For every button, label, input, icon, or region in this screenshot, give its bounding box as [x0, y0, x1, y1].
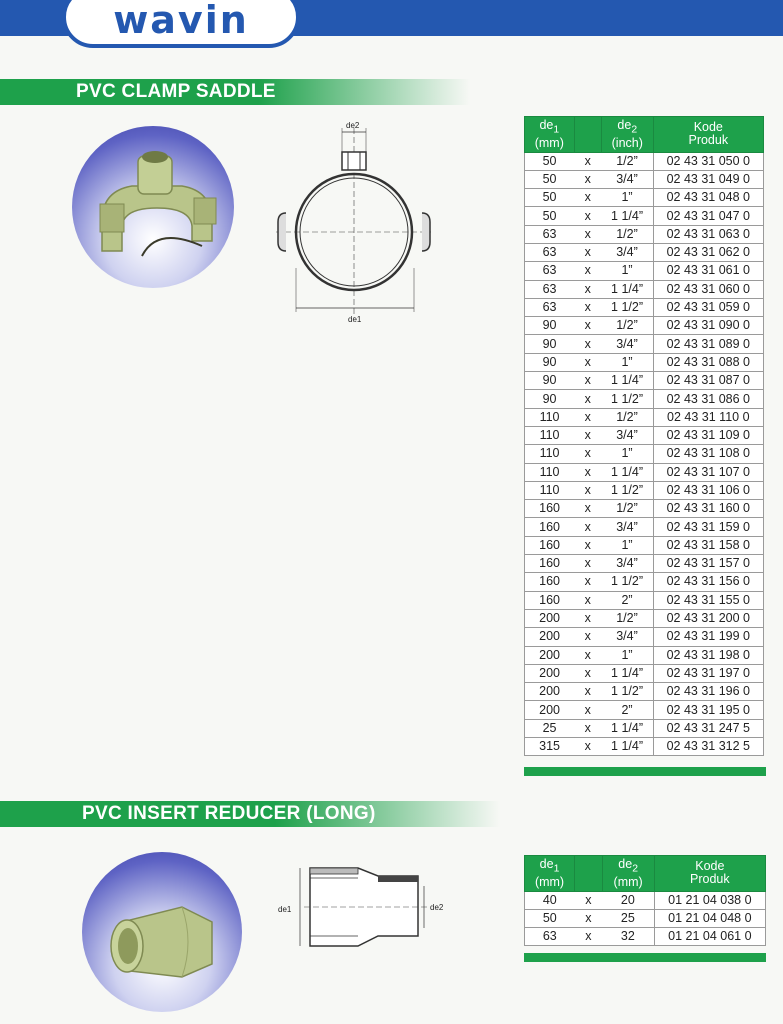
section2-end-line	[524, 953, 766, 962]
header-de1-unit: (mm)	[534, 874, 565, 889]
cell-de1: 160	[525, 518, 575, 536]
cell-x: x	[574, 628, 601, 646]
cell-de2: 1 1/4”	[601, 463, 653, 481]
cell-de1: 315	[525, 738, 575, 756]
cell-de2: 1”	[601, 353, 653, 371]
header-code-line2: Produk	[688, 133, 729, 148]
cell-de2: 25	[602, 909, 654, 927]
cell-x: x	[574, 573, 601, 591]
cell-code: 01 21 04 048 0	[654, 909, 765, 927]
cell-de1: 63	[525, 225, 575, 243]
cell-de2: 1”	[601, 536, 653, 554]
table-row	[525, 500, 764, 518]
header-code-line1: Kode	[693, 120, 723, 135]
cell-code: 02 43 31 158 0	[653, 536, 763, 554]
cell-x: x	[574, 372, 601, 390]
cell-code: 02 43 31 061 0	[653, 262, 763, 280]
table-row	[525, 445, 764, 463]
cell-code: 02 43 31 247 5	[653, 719, 763, 737]
table-row	[525, 909, 766, 927]
cell-x: x	[574, 298, 601, 316]
cell-code: 02 43 31 089 0	[653, 335, 763, 353]
cell-de2: 1 1/2”	[601, 298, 653, 316]
cell-de1: 63	[525, 243, 575, 261]
cell-de1: 63	[525, 280, 575, 298]
cell-de2: 1/2”	[601, 317, 653, 335]
table-row	[525, 189, 764, 207]
cell-de1: 110	[525, 463, 575, 481]
cell-de1: 90	[525, 353, 575, 371]
cell-code: 02 43 31 090 0	[653, 317, 763, 335]
cell-de1: 200	[525, 664, 575, 682]
cell-de1: 160	[525, 591, 575, 609]
table-row	[525, 891, 766, 909]
cell-code: 02 43 31 312 5	[653, 738, 763, 756]
cell-x: x	[574, 701, 601, 719]
cell-x: x	[574, 152, 601, 170]
cell-x: x	[574, 609, 601, 627]
table-row	[525, 372, 764, 390]
cell-x: x	[574, 738, 601, 756]
insert-reducer-photo	[82, 852, 242, 1012]
cell-de1: 160	[525, 500, 575, 518]
cell-de2: 3/4”	[601, 426, 653, 444]
header-code-line2: Produk	[690, 872, 730, 887]
cell-code: 01 21 04 038 0	[654, 891, 765, 909]
table-row	[525, 225, 764, 243]
section1-end-line	[524, 767, 766, 776]
cell-x: x	[574, 646, 601, 664]
cell-de1: 40	[525, 891, 575, 909]
cell-de2: 1/2”	[601, 609, 653, 627]
table-row	[525, 683, 764, 701]
cell-x: x	[574, 262, 601, 280]
cell-de2: 1 1/4”	[601, 738, 653, 756]
section-title: PVC CLAMP SADDLE	[76, 81, 276, 102]
cell-de1: 90	[525, 372, 575, 390]
cell-code: 02 43 31 196 0	[653, 683, 763, 701]
header-de1-unit: (mm)	[534, 135, 564, 150]
insert-reducer-table	[524, 855, 766, 946]
table-row	[525, 928, 766, 946]
cell-de1: 200	[525, 701, 575, 719]
table-row	[525, 408, 764, 426]
header-de2-sub: 2	[632, 863, 638, 875]
table-row	[525, 701, 764, 719]
section-header-insert-reducer	[0, 801, 500, 827]
header-de2: $de_2$ (inch)	[601, 117, 653, 153]
cell-de2: 3/4”	[601, 170, 653, 188]
header-de1-sub: 1	[553, 124, 560, 136]
cell-de2: 1 1/2”	[601, 683, 653, 701]
cell-code: 01 21 04 061 0	[654, 928, 765, 946]
cell-de2: 2”	[601, 591, 653, 609]
header-de1: $de_1$ (mm)	[525, 856, 575, 892]
cell-code: 02 43 31 159 0	[653, 518, 763, 536]
cell-de2: 1”	[601, 646, 653, 664]
cell-de2: 2”	[601, 701, 653, 719]
cell-de1: 160	[525, 573, 575, 591]
cell-x: x	[575, 928, 603, 946]
table-row	[525, 536, 764, 554]
table-row	[525, 207, 764, 225]
clamp-saddle-table	[524, 116, 764, 756]
cell-x: x	[574, 463, 601, 481]
cell-de2: 1/2”	[601, 225, 653, 243]
cell-de2: 1 1/4”	[601, 664, 653, 682]
cell-de1: 63	[525, 928, 575, 946]
cell-de1: 110	[525, 481, 575, 499]
cell-de2: 1 1/2”	[601, 481, 653, 499]
cell-de2: 3/4”	[601, 628, 653, 646]
table-row	[525, 262, 764, 280]
header-de1: $de_1$ (mm)	[525, 117, 575, 153]
header-x	[574, 117, 601, 153]
cell-de2: 1/2”	[601, 408, 653, 426]
cell-x: x	[574, 664, 601, 682]
table-row	[525, 353, 764, 371]
diagram-label-de2: de2	[430, 903, 444, 912]
diagram-label-de2: de2	[346, 121, 360, 130]
cell-de2: 32	[602, 928, 654, 946]
table-row	[525, 390, 764, 408]
cell-x: x	[574, 243, 601, 261]
table-row	[525, 280, 764, 298]
cell-de2: 1 1/4”	[601, 372, 653, 390]
cell-de2: 1/2”	[601, 500, 653, 518]
cell-code: 02 43 31 048 0	[653, 189, 763, 207]
cell-de1: 90	[525, 335, 575, 353]
cell-code: 02 43 31 160 0	[653, 500, 763, 518]
cell-x: x	[574, 335, 601, 353]
cell-code: 02 43 31 086 0	[653, 390, 763, 408]
cell-de2: 3/4”	[601, 555, 653, 573]
cell-x: x	[575, 891, 603, 909]
header-de2-unit: (mm)	[613, 874, 643, 889]
clamp-saddle-photo	[72, 126, 234, 288]
cell-code: 02 43 31 198 0	[653, 646, 763, 664]
table-row	[525, 463, 764, 481]
cell-de2: 3/4”	[601, 335, 653, 353]
cell-x: x	[574, 317, 601, 335]
cell-code: 02 43 31 087 0	[653, 372, 763, 390]
cell-code: 02 43 31 063 0	[653, 225, 763, 243]
cell-code: 02 43 31 060 0	[653, 280, 763, 298]
table-row	[525, 518, 764, 536]
table-row	[525, 609, 764, 627]
cell-code: 02 43 31 108 0	[653, 445, 763, 463]
cell-de1: 50	[525, 170, 575, 188]
table-row	[525, 555, 764, 573]
cell-de2: 1”	[601, 262, 653, 280]
cell-code: 02 43 31 062 0	[653, 243, 763, 261]
cell-code: 02 43 31 106 0	[653, 481, 763, 499]
cell-code: 02 43 31 049 0	[653, 170, 763, 188]
header-de1-sub: 1	[553, 863, 560, 875]
cell-code: 02 43 31 088 0	[653, 353, 763, 371]
cell-de2: 1”	[601, 189, 653, 207]
cell-de1: 50	[525, 909, 575, 927]
cell-de2: 1 1/4”	[601, 280, 653, 298]
cell-code: 02 43 31 109 0	[653, 426, 763, 444]
cell-x: x	[574, 719, 601, 737]
cell-de2: 1 1/2”	[601, 573, 653, 591]
cell-code: 02 43 31 157 0	[653, 555, 763, 573]
table-row	[525, 317, 764, 335]
header-de2: $de_2$ (mm)	[602, 856, 654, 892]
cell-de1: 160	[525, 536, 575, 554]
table-row	[525, 335, 764, 353]
cell-de2: 3/4”	[601, 243, 653, 261]
cell-code: 02 43 31 199 0	[653, 628, 763, 646]
section-title: PVC INSERT REDUCER (LONG)	[82, 803, 376, 824]
cell-x: x	[574, 481, 601, 499]
cell-de1: 200	[525, 628, 575, 646]
cell-de1: 200	[525, 646, 575, 664]
header-de2-sub: 2	[631, 124, 638, 136]
cell-x: x	[574, 353, 601, 371]
cell-x: x	[574, 207, 601, 225]
diagram-label-de1: de1	[348, 315, 362, 324]
cell-x: x	[574, 189, 601, 207]
brand-name: wavin	[113, 0, 249, 42]
cell-x: x	[575, 909, 603, 927]
cell-code: 02 43 31 200 0	[653, 609, 763, 627]
cell-de1: 110	[525, 445, 575, 463]
cell-code: 02 43 31 155 0	[653, 591, 763, 609]
cell-x: x	[574, 225, 601, 243]
cell-code: 02 43 31 197 0	[653, 664, 763, 682]
cell-de1: 63	[525, 298, 575, 316]
table-row	[525, 481, 764, 499]
cell-de1: 50	[525, 189, 575, 207]
cell-de1: 50	[525, 207, 575, 225]
header-de2-unit: (inch)	[611, 135, 643, 150]
cell-de2: 20	[602, 891, 654, 909]
cell-de2: 1”	[601, 445, 653, 463]
header-code-line1: Kode	[695, 859, 725, 874]
cell-de1: 110	[525, 426, 575, 444]
table-row	[525, 738, 764, 756]
table-row	[525, 719, 764, 737]
table-row	[525, 628, 764, 646]
cell-de2: 1 1/4”	[601, 719, 653, 737]
cell-x: x	[574, 426, 601, 444]
diagram-label-de1: de1	[278, 905, 292, 914]
wavin-logo	[62, 0, 300, 48]
table-row	[525, 170, 764, 188]
section-header-clamp-saddle	[0, 79, 470, 105]
table-row	[525, 426, 764, 444]
cell-de2: 1/2”	[601, 152, 653, 170]
cell-x: x	[574, 390, 601, 408]
cell-code: 02 43 31 195 0	[653, 701, 763, 719]
cell-code: 02 43 31 050 0	[653, 152, 763, 170]
cell-de1: 200	[525, 683, 575, 701]
cell-de1: 25	[525, 719, 575, 737]
cell-de1: 110	[525, 408, 575, 426]
header-code	[654, 856, 765, 892]
clamp-saddle-diagram	[266, 118, 436, 328]
cell-de1: 200	[525, 609, 575, 627]
cell-x: x	[574, 683, 601, 701]
table-row	[525, 664, 764, 682]
cell-de1: 90	[525, 390, 575, 408]
cell-x: x	[574, 500, 601, 518]
table-row	[525, 646, 764, 664]
cell-x: x	[574, 555, 601, 573]
header-code	[653, 117, 763, 153]
table-row	[525, 591, 764, 609]
cell-x: x	[574, 518, 601, 536]
header-x	[575, 856, 603, 892]
cell-de2: 1 1/4”	[601, 207, 653, 225]
table-row	[525, 152, 764, 170]
cell-x: x	[574, 408, 601, 426]
cell-code: 02 43 31 110 0	[653, 408, 763, 426]
cell-de2: 3/4”	[601, 518, 653, 536]
cell-de1: 90	[525, 317, 575, 335]
cell-x: x	[574, 445, 601, 463]
insert-reducer-diagram	[278, 860, 448, 955]
cell-x: x	[574, 280, 601, 298]
cell-code: 02 43 31 156 0	[653, 573, 763, 591]
cell-x: x	[574, 591, 601, 609]
cell-code: 02 43 31 059 0	[653, 298, 763, 316]
cell-de2: 1 1/2”	[601, 390, 653, 408]
table-row	[525, 298, 764, 316]
cell-de1: 63	[525, 262, 575, 280]
cell-code: 02 43 31 047 0	[653, 207, 763, 225]
cell-x: x	[574, 170, 601, 188]
cell-de1: 160	[525, 555, 575, 573]
table-row	[525, 243, 764, 261]
cell-de1: 50	[525, 152, 575, 170]
cell-code: 02 43 31 107 0	[653, 463, 763, 481]
cell-x: x	[574, 536, 601, 554]
table-row	[525, 573, 764, 591]
